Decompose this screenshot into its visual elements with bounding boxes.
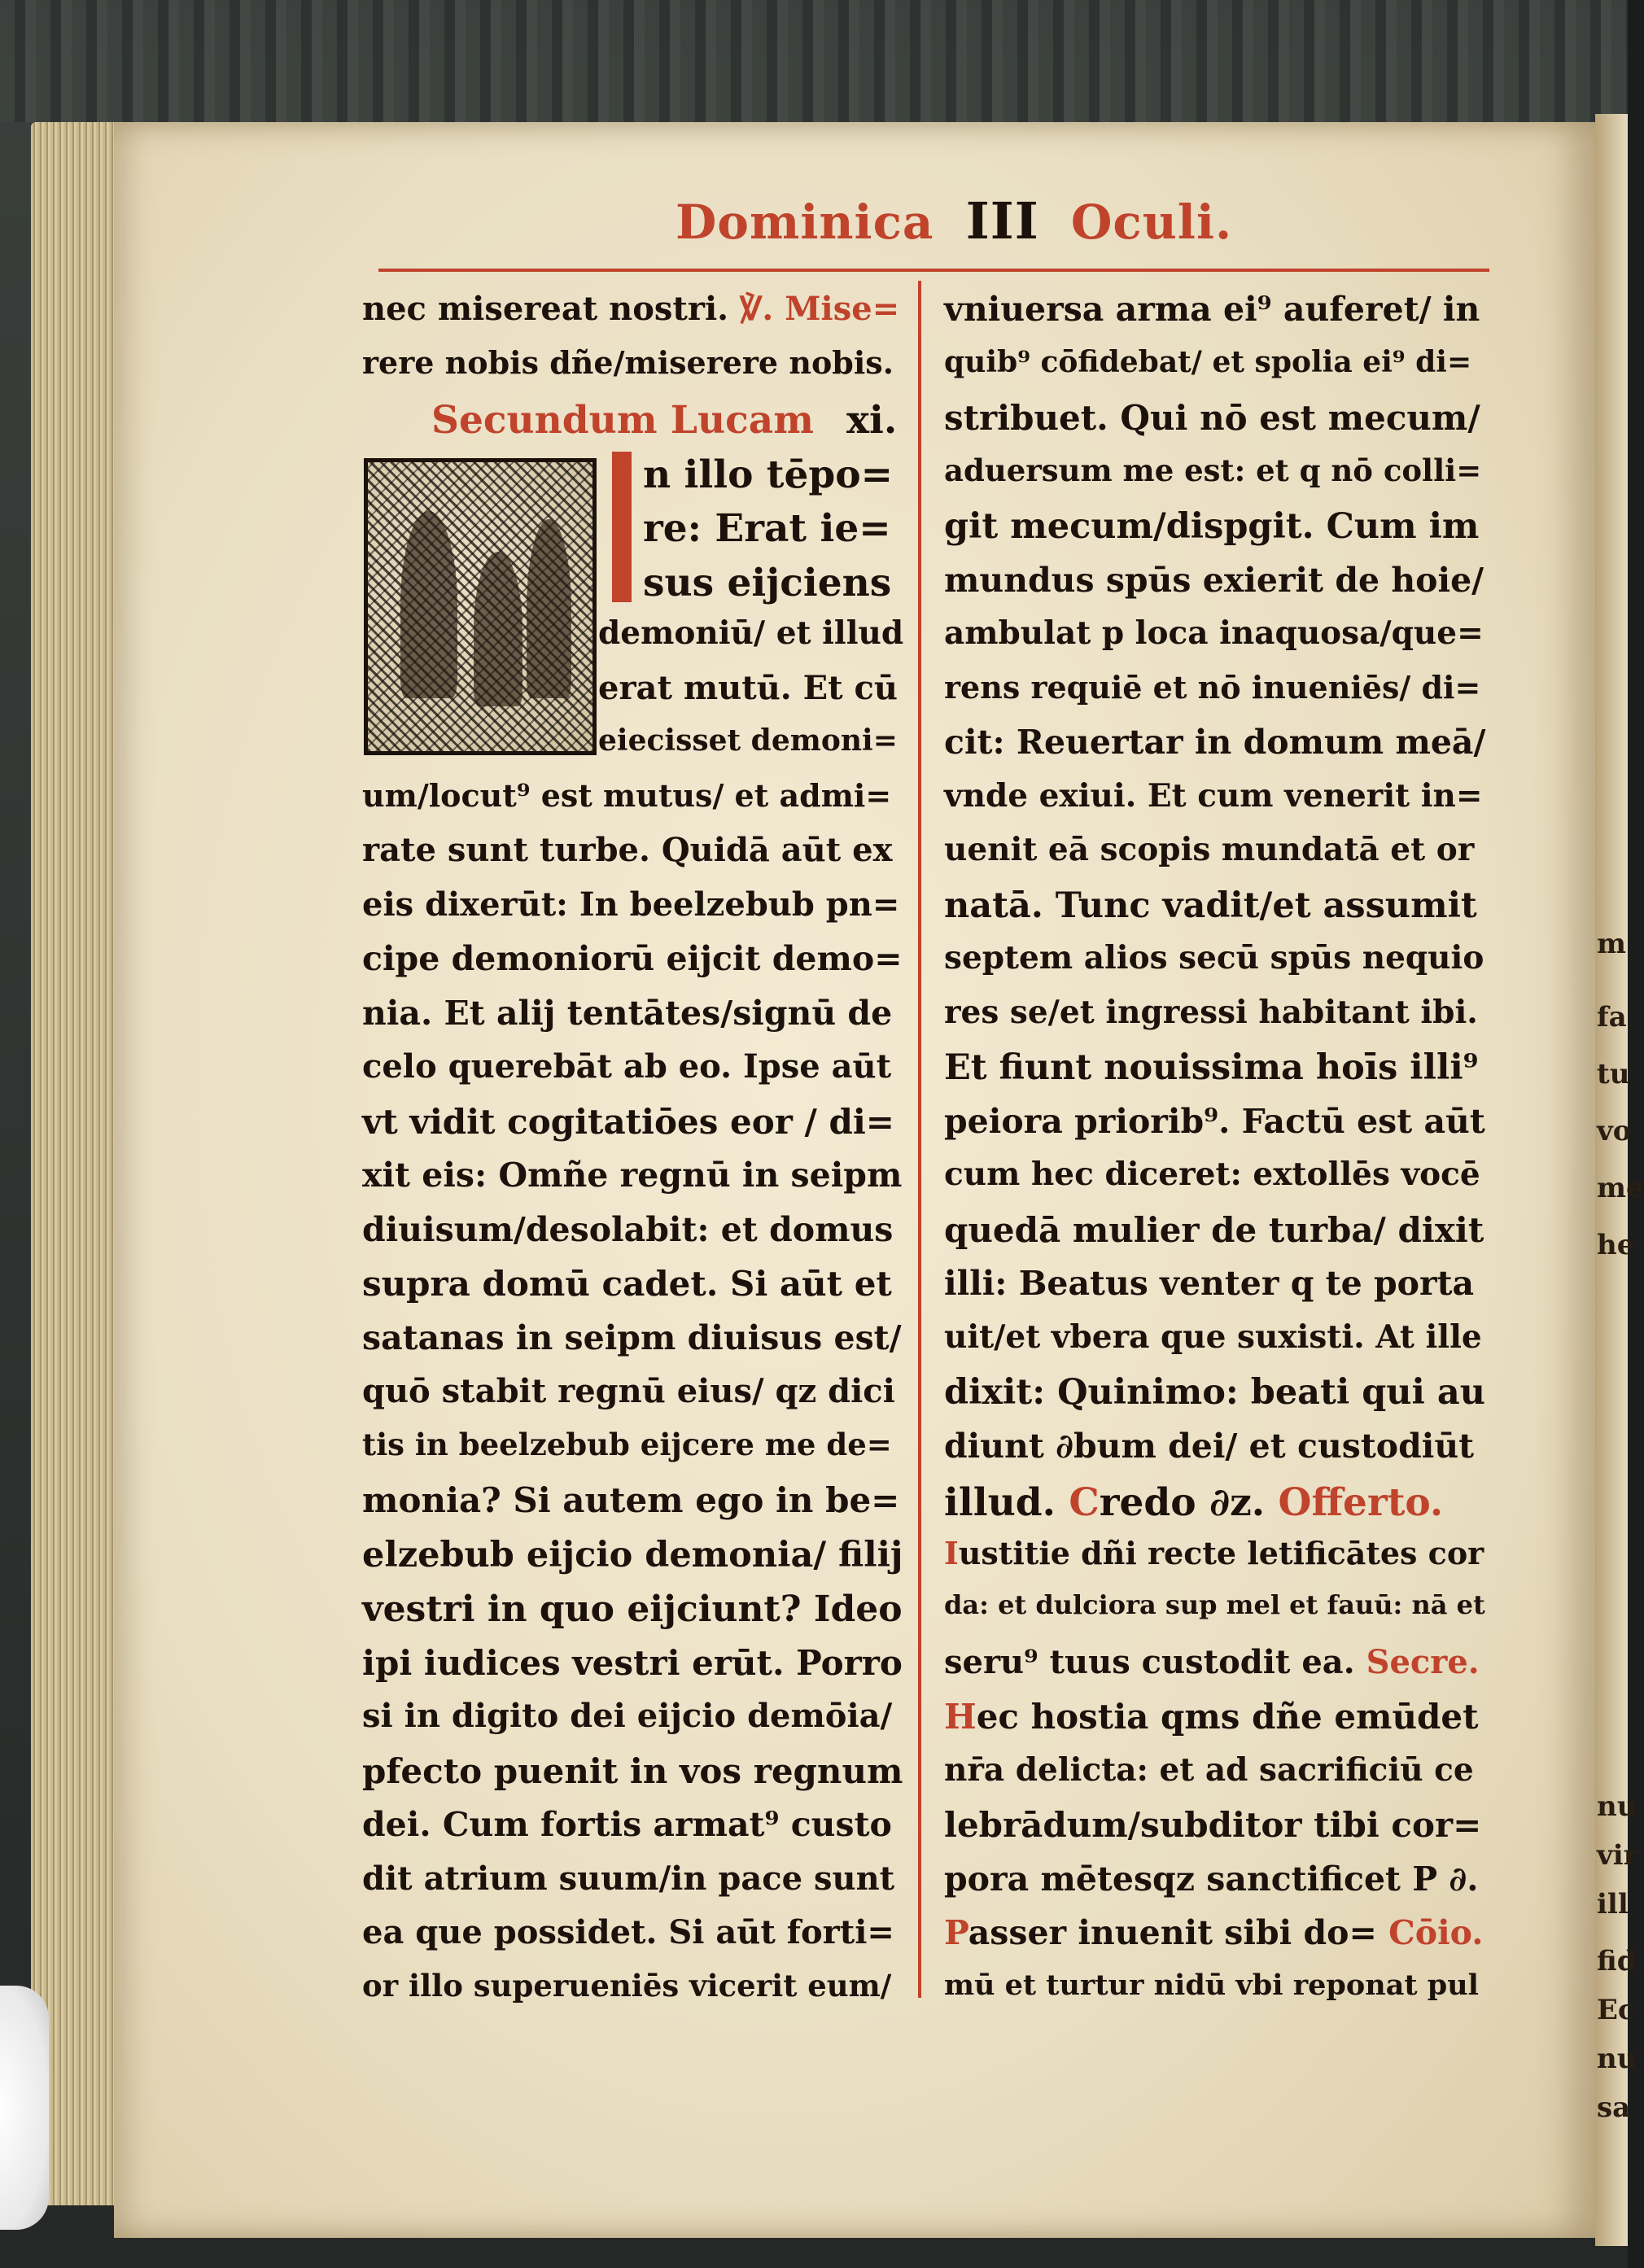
- right-fragment: Offerto.: [1278, 1480, 1444, 1525]
- facing-page-fragment: vir: [1597, 1839, 1638, 1872]
- right-line: [944, 290, 1480, 329]
- left-line: [362, 1264, 892, 1304]
- left-text: um/locut⁹ est mutus/ et admi=: [362, 776, 892, 814]
- right-text: illi: Beatus venter q te porta: [944, 1264, 1475, 1303]
- right-text: diunt ∂bum dei/ et custodiūt: [944, 1426, 1475, 1466]
- facing-page-fragment: nu: [1597, 1790, 1637, 1823]
- right-fragment: C: [1055, 1480, 1100, 1525]
- right-fragment: P: [944, 1913, 968, 1952]
- right-text: quib⁹ cōfidebat/ et spolia ei⁹ di=: [944, 344, 1472, 379]
- left-line: [643, 452, 894, 497]
- right-text: mundus spūs exierit de hoie/: [944, 560, 1484, 600]
- left-line: [362, 993, 893, 1033]
- left-line: [362, 1372, 895, 1410]
- left-line: [362, 1534, 903, 1575]
- right-text: rens requiē et nō inueniēs/ di=: [944, 668, 1481, 706]
- left-text: n illo tēpo=: [643, 452, 894, 497]
- left-line: [362, 1967, 892, 2004]
- header-oculi: Oculi.: [1070, 194, 1233, 250]
- left-line: [362, 343, 894, 381]
- left-line: [598, 723, 898, 758]
- right-text: vniuersa arma ei⁹ auferet/ in: [944, 290, 1480, 329]
- left-text: pfecto puenit in vos regnum: [362, 1750, 903, 1791]
- facing-page-fragment: me: [1597, 1172, 1644, 1204]
- left-line: [362, 885, 900, 924]
- left-text: nec misereat nostri.: [362, 290, 729, 328]
- right-line: [944, 506, 1480, 547]
- right-text: lebrādum/subditor tibi cor=: [944, 1805, 1482, 1845]
- right-line: [944, 831, 1475, 868]
- right-line: [944, 1859, 1479, 1899]
- right-line: [944, 1913, 1484, 1952]
- right-line: [944, 1318, 1482, 1356]
- left-line: [598, 614, 904, 652]
- right-line: [944, 1101, 1485, 1141]
- left-line: [598, 668, 898, 707]
- facing-page-fragment: ill: [1597, 1888, 1629, 1921]
- left-line: [362, 1642, 903, 1683]
- woodcut-illustration: [364, 458, 597, 755]
- right-fragment: ustitie dñi recte letificātes cor: [958, 1534, 1484, 1571]
- initial-letter-i: [612, 452, 632, 602]
- right-fragment: I: [944, 1534, 959, 1571]
- right-text: quedā mulier de turba/ dixit: [944, 1209, 1484, 1250]
- right-line: [944, 723, 1486, 762]
- right-line: [944, 1642, 1480, 1681]
- right-line: [944, 614, 1484, 652]
- right-fragment: Secre.: [1354, 1642, 1480, 1681]
- left-text: re: Erat ie=: [643, 506, 891, 551]
- right-line: [944, 452, 1482, 488]
- right-line: [944, 344, 1472, 379]
- left-text: cipe demoniorū eijcit demo=: [362, 939, 903, 978]
- left-text: dit atrium suum/in pace sunt: [362, 1859, 895, 1898]
- right-text: Et fiunt nouissima hoīs illi⁹: [944, 1047, 1479, 1088]
- right-text: res se/et ingressi habitant ibi.: [944, 993, 1478, 1031]
- right-text: vnde exiui. Et cum venerit in=: [944, 776, 1483, 815]
- left-text: eiecisset demoni=: [598, 723, 898, 758]
- right-text: seru⁹ tuus custodit ea.: [944, 1642, 1355, 1681]
- left-line: [362, 1318, 902, 1357]
- left-line: [362, 1750, 903, 1791]
- facing-page-fragment: he: [1597, 1229, 1635, 1261]
- header-rule: [378, 269, 1489, 272]
- facing-page-fragment: tu: [1597, 1058, 1630, 1090]
- right-line: [944, 993, 1478, 1031]
- left-text: xit eis: Omñe regnū in seipm: [362, 1156, 903, 1195]
- facing-page-fragment: m: [1597, 928, 1626, 960]
- right-fragment: redo ∂z.: [1099, 1480, 1279, 1525]
- right-line: [944, 1264, 1475, 1303]
- right-line: [944, 1372, 1485, 1413]
- right-line: [944, 560, 1484, 600]
- right-line: [944, 776, 1483, 815]
- right-line: [944, 1156, 1480, 1193]
- left-line: [362, 290, 900, 328]
- right-line: [944, 939, 1484, 977]
- facing-page-fragment: sa: [1597, 2091, 1631, 2124]
- right-fragment: ec hostia qms dñe emūdet: [976, 1697, 1479, 1737]
- left-text: ipi iudices vestri erūt. Porro: [362, 1642, 903, 1683]
- page-edges: [31, 122, 120, 2205]
- facing-page-fragment: nu: [1597, 2043, 1637, 2075]
- left-text: tis in beelzebub eijcere me de=: [362, 1426, 892, 1462]
- right-line: [944, 1589, 1485, 1620]
- left-text: diuisum/desolabit: et domus: [362, 1209, 894, 1249]
- right-line: [944, 398, 1480, 438]
- left-text: supra domū cadet. Si aūt et: [362, 1264, 892, 1304]
- right-line: [944, 1805, 1482, 1845]
- right-text: uit/et vbera que suxisti. At ille: [944, 1318, 1482, 1356]
- left-text: ea que possidet. Si aūt forti=: [362, 1913, 894, 1951]
- left-line: [362, 1805, 892, 1844]
- right-text: pora mētesqz sanctificet P ∂.: [944, 1859, 1479, 1899]
- header-dominica: Dominica: [676, 194, 934, 250]
- left-text: sus eijciens: [643, 560, 892, 605]
- left-text: dei. Cum fortis armat⁹ custo: [362, 1805, 892, 1844]
- left-text: rere nobis dñe/miserere nobis.: [362, 343, 894, 381]
- facing-page-fragment: vo: [1597, 1115, 1632, 1147]
- right-text: cum hec diceret: extollēs vocē: [944, 1156, 1480, 1193]
- left-text: erat mutū. Et cū: [598, 668, 898, 707]
- left-text: or illo superueniēs vicerit eum/: [362, 1967, 892, 2004]
- left-line: [362, 1101, 894, 1142]
- left-line: [362, 1426, 892, 1462]
- running-header: [676, 191, 1232, 251]
- right-line: [944, 1426, 1475, 1466]
- left-line: [362, 1047, 892, 1086]
- left-text: rate sunt turbe. Quidā aūt ex: [362, 831, 893, 869]
- right-text: natā. Tunc vadit/et assumit: [944, 885, 1477, 926]
- header-numeral: III: [965, 191, 1039, 251]
- left-line: [362, 831, 893, 869]
- left-text: si in digito dei eijcio demōia/: [362, 1697, 893, 1735]
- left-text: demoniū/ et illud: [598, 614, 904, 652]
- right-text: ambulat p loca inaquosa/que=: [944, 614, 1484, 652]
- left-text: nia. Et alij tentātes/signū de: [362, 993, 893, 1033]
- right-fragment: asser inuenit sibi do=: [968, 1913, 1389, 1952]
- left-tail: ℣. Mise=: [728, 290, 900, 328]
- left-line: [362, 1588, 903, 1630]
- right-line: [944, 1968, 1479, 2002]
- left-line: [362, 776, 892, 814]
- right-text: nr̄a delicta: et ad sacrificiū ce: [944, 1750, 1474, 1789]
- facing-page-fragment: fid: [1597, 1945, 1637, 1977]
- left-line: [643, 506, 891, 551]
- right-line: [944, 1750, 1474, 1789]
- right-line: [944, 1047, 1479, 1088]
- left-line: [362, 1480, 900, 1520]
- left-text: Secundum Lucam: [431, 398, 814, 443]
- facing-page-fragment: Ec: [1597, 1994, 1635, 2026]
- right-line: [944, 1534, 1484, 1571]
- left-line: [643, 560, 892, 605]
- left-line: [362, 1156, 903, 1195]
- left-line: [362, 1697, 893, 1735]
- right-line: [944, 1480, 1444, 1525]
- left-text: elzebub eijcio demonia/ filij: [362, 1534, 903, 1575]
- left-text: satanas in seipm diuisus est/: [362, 1318, 902, 1357]
- right-text: uenit eā scopis mundatā et or: [944, 831, 1475, 868]
- right-text: mū et turtur nidū vbi reponat pul: [944, 1968, 1479, 2002]
- left-text: celo querebāt ab eo. Ipse aūt: [362, 1047, 892, 1086]
- left-line: [362, 1913, 894, 1951]
- left-text: eis dixerūt: In beelzebub pn=: [362, 885, 900, 924]
- left-line: [362, 1859, 895, 1898]
- right-text: git mecum/dispgit. Cum im: [944, 506, 1480, 547]
- left-text: monia? Si autem ego in be=: [362, 1480, 900, 1520]
- left-text: quō stabit regnū eius/ qz dici: [362, 1372, 895, 1410]
- left-text: vestri in quo eijciunt? Ideo: [362, 1588, 903, 1630]
- right-text: dixit: Quinimo: beati qui au: [944, 1372, 1485, 1413]
- right-line: [944, 668, 1481, 706]
- right-text: aduersum me est: et q nō colli=: [944, 452, 1482, 488]
- right-line: [944, 1209, 1484, 1250]
- right-text: septem alios secū spūs nequio: [944, 939, 1484, 977]
- right-fragment: Cōio.: [1388, 1913, 1484, 1952]
- cover-binding: [0, 0, 1628, 122]
- right-text: peiora priorib⁹. Factū est aūt: [944, 1101, 1485, 1141]
- left-text: vt vidit cogitatiōes eor / di=: [362, 1101, 894, 1142]
- left-line: [362, 939, 903, 978]
- left-line: [362, 1209, 894, 1249]
- right-text: da: et dulciora sup mel et fauū: nā et: [944, 1589, 1485, 1620]
- column-divider: [918, 281, 921, 1998]
- right-text: cit: Reuertar in domum meā/: [944, 723, 1486, 762]
- right-line: [944, 1697, 1479, 1737]
- left-line: [431, 398, 898, 443]
- white-glove: [0, 1986, 49, 2230]
- right-text: stribuet. Qui nō est mecum/: [944, 398, 1480, 438]
- right-fragment: H: [944, 1697, 977, 1737]
- facing-page-fragment: fa: [1597, 1001, 1627, 1033]
- right-text: illud.: [944, 1480, 1056, 1525]
- left-chapter: xi.: [846, 398, 898, 443]
- right-line: [944, 885, 1477, 926]
